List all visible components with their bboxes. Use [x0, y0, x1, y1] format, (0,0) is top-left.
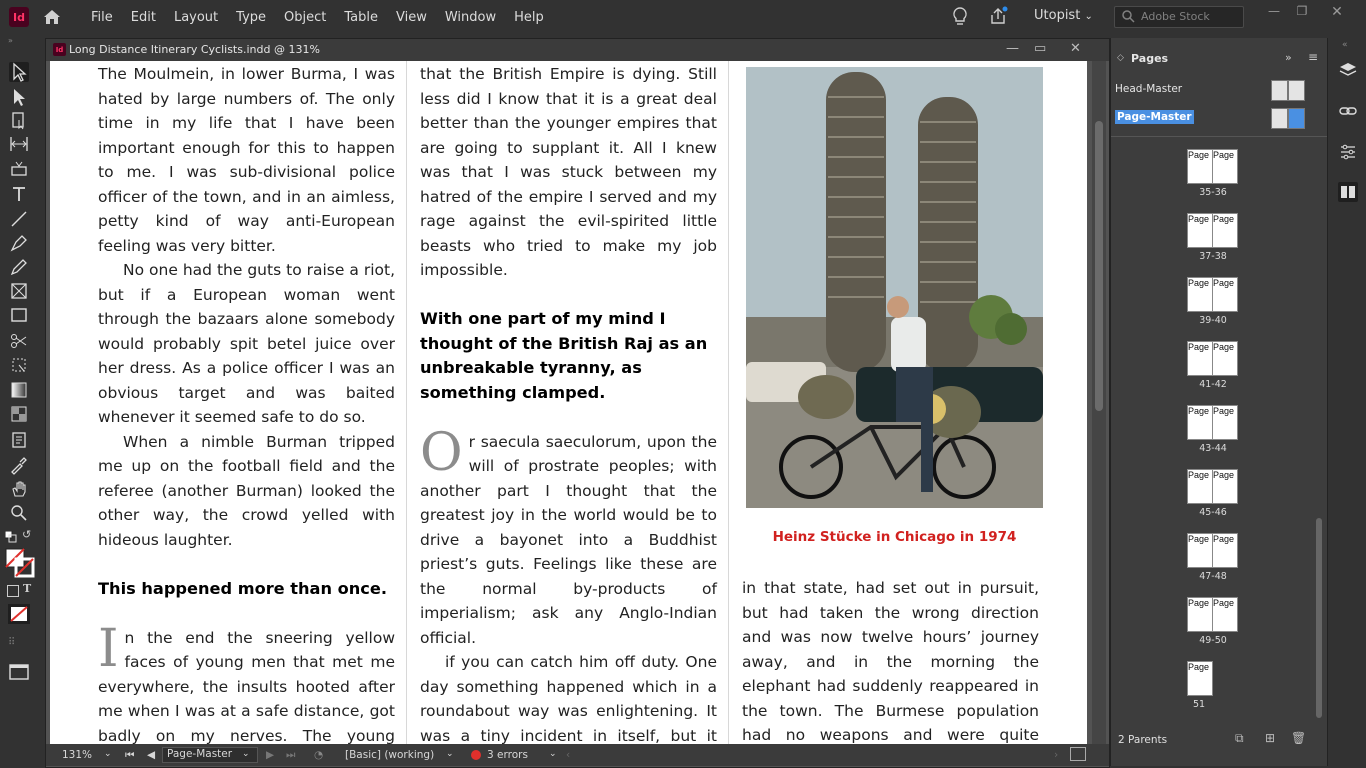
gap-tool-icon[interactable]: [9, 134, 29, 154]
page-thumb-label: Page: [1188, 598, 1210, 608]
workspace-label: Utopist: [1034, 8, 1081, 23]
text-column-1[interactable]: [98, 62, 395, 744]
pages-icon[interactable]: [1338, 182, 1358, 202]
page-thumb[interactable]: [1187, 149, 1213, 184]
page-thumb-label: Page: [1213, 342, 1235, 352]
spread-number: 39-40: [1199, 315, 1227, 326]
restore-app-button[interactable]: ❐: [1296, 4, 1308, 18]
preflight-errors[interactable]: 3 errors: [487, 749, 528, 761]
layers-icon[interactable]: [1338, 60, 1358, 80]
paragraph: if you can catch him off duty. One day something happened which in a roundabout way was enlightening. It was a tiny incident in itself, but it: [420, 653, 717, 744]
panel-icon-strip: [1327, 38, 1366, 766]
scroll-thumb[interactable]: [1095, 121, 1103, 411]
doc-restore-button[interactable]: ▭: [1034, 41, 1047, 56]
home-icon[interactable]: [42, 7, 62, 27]
new-page-icon[interactable]: ⊞: [1265, 731, 1276, 745]
page-count: 2 Parents: [1118, 734, 1168, 746]
hand-tool-icon[interactable]: [9, 479, 29, 499]
spread-number: 45-46: [1199, 507, 1227, 518]
chevron-down-icon[interactable]: ⌄: [446, 749, 454, 759]
status-bar: [46, 744, 1109, 766]
first-page-icon[interactable]: ⏮: [125, 749, 135, 761]
text-column-3[interactable]: [742, 576, 1039, 744]
panel-divider: [1111, 136, 1327, 137]
page-thumb-label: Page: [1188, 342, 1210, 352]
page-thumb[interactable]: [1212, 533, 1238, 568]
swap-fill-stroke-icon[interactable]: ↺: [22, 528, 32, 541]
line-tool-icon[interactable]: [9, 209, 29, 229]
open-page-icon[interactable]: ◔: [314, 749, 324, 761]
collapse-panel-icon[interactable]: »: [1285, 51, 1292, 64]
menu-window[interactable]: Window: [444, 9, 497, 25]
page-tool-icon[interactable]: [9, 110, 29, 130]
page-thumb[interactable]: [1212, 469, 1238, 504]
section-heading: This happened more than once.: [98, 578, 388, 598]
page-thumb-label: Page: [1188, 278, 1210, 288]
rectangle-tool-icon[interactable]: [9, 305, 29, 325]
menu-table[interactable]: Table: [344, 9, 378, 25]
panel-menu-icon[interactable]: ≡: [1308, 50, 1319, 64]
page-thumb-label: Page: [1188, 406, 1210, 416]
chevron-down-icon[interactable]: ⌄: [104, 749, 112, 759]
spread-number: 47-48: [1199, 571, 1227, 582]
collapse-toolbar-icon[interactable]: »: [8, 36, 13, 45]
page-thumb-label: Page: [1188, 534, 1210, 544]
page-thumb-label: Page: [1188, 662, 1210, 672]
next-page-icon[interactable]: ▶: [266, 749, 275, 761]
paragraph-with-drop-cap: [98, 618, 395, 745]
document-tab[interactable]: [46, 39, 1109, 61]
menu-bar: [0, 0, 1366, 34]
tools-panel: [0, 34, 38, 768]
page-thumb-label: Page: [1213, 150, 1235, 160]
doc-minimize-button[interactable]: —: [1006, 41, 1019, 56]
pages-panel-footer: [1111, 729, 1327, 751]
menu-help[interactable]: Help: [514, 9, 544, 25]
properties-icon[interactable]: [1338, 142, 1358, 162]
page-thumb[interactable]: [1187, 341, 1213, 376]
master-head[interactable]: Head-Master: [1115, 83, 1183, 95]
menu-file[interactable]: File: [91, 9, 113, 25]
page-thumb[interactable]: [1187, 533, 1213, 568]
paragraph: When a nimble Burman tripped me up on the football field and the referee (another Burman) looked the other way, the crowd yelled with hideous laughter.: [98, 432, 395, 549]
paragraph: No one had the guts to raise a riot, but if a European woman went through the bazaars alone somebody would probably spit betel juice over her dress. As a police officer I was an obvious target and was baited whenever it seemed safe to do so.: [98, 261, 395, 426]
pages-panel-title[interactable]: Pages: [1131, 52, 1169, 65]
share-icon[interactable]: [988, 6, 1008, 26]
eyedropper-tool-icon[interactable]: [9, 455, 29, 475]
page-thumb[interactable]: [1212, 213, 1238, 248]
document-window: [45, 38, 1110, 768]
preflight-profile[interactable]: [Basic] (working): [345, 749, 435, 761]
page-thumb-label: Page: [1213, 278, 1235, 288]
column-divider: [728, 61, 729, 744]
spread-number: 49-50: [1199, 635, 1227, 646]
scroll-left-icon[interactable]: ‹: [566, 749, 571, 761]
drop-cap: O: [420, 422, 463, 483]
chevron-down-icon[interactable]: ⌄: [549, 749, 557, 759]
scissors-tool-icon[interactable]: [9, 331, 29, 351]
document-page[interactable]: [50, 61, 1087, 744]
gradient-feather-tool-icon[interactable]: [9, 404, 29, 424]
gradient-swatch-tool-icon[interactable]: [9, 380, 29, 400]
expand-panels-icon[interactable]: «: [1342, 40, 1348, 50]
page-thumb[interactable]: [1187, 469, 1213, 504]
formatting-container-icon[interactable]: [7, 585, 19, 597]
section-heading: With one part of my mind I thought of the British Raj as an unbreakable tyranny, as something clamped.: [420, 309, 708, 402]
paragraph: in that state, had set out in pursuit, but had taken the wrong direction and was now twelve hours’ journey away, and in the morning the elephant had suddenly reappeared in the town. The Burmese population had no weapons and were quite: [742, 579, 1039, 744]
rectangle-frame-tool-icon[interactable]: [9, 281, 29, 301]
formatting-text-icon[interactable]: T: [23, 582, 32, 595]
page-thumb[interactable]: [1187, 597, 1213, 632]
page-thumb[interactable]: [1187, 661, 1213, 696]
paragraph: that the British Empire is dying. Still less did I know that it is a great deal better than the younger empires that are going to supplant it. All I knew was that I was stuck between my hatred of the empire I served and my rage against the evil-spirited little beasts who tried to make my job impossible.: [420, 65, 717, 279]
doc-close-button[interactable]: ✕: [1070, 41, 1081, 56]
page-thumb[interactable]: [1212, 149, 1238, 184]
type-tool-icon[interactable]: [9, 184, 29, 204]
default-fill-stroke-icon[interactable]: [5, 528, 17, 540]
screen-mode-icon[interactable]: [8, 662, 30, 682]
split-layout-icon[interactable]: [1070, 747, 1086, 761]
paragraph-text: r saecula saeculorum, upon the will of prostrate peoples; with another part I thought that the greatest joy in the world would be to drive a bayonet into a Buddhist priest’s guts. Feelings like these are the normal by-products of imperialism; ask any Anglo-Indian official.: [420, 432, 717, 647]
pencil-tool-icon[interactable]: [9, 257, 29, 277]
spread-number: 35-36: [1199, 187, 1227, 198]
note-tool-icon[interactable]: [9, 430, 29, 450]
spread-number: 43-44: [1199, 443, 1227, 454]
master-thumb[interactable]: [1288, 108, 1305, 129]
chevron-down-icon[interactable]: ⌄: [242, 749, 250, 759]
page-thumb[interactable]: [1212, 341, 1238, 376]
menu-view[interactable]: View: [395, 9, 427, 25]
paragraph-text: n the end the sneering yellow faces of young men that met me everywhere, the insults hooted after me when I was at a safe distance, got badly on my nerves. The young: [98, 628, 395, 744]
delete-page-icon[interactable]: 🗑: [1291, 731, 1307, 745]
pages-scrollbar[interactable]: [1314, 138, 1324, 728]
paragraph: The Moulmein, in lower Burma, I was hated by large numbers of. The only time in my life that I have been important enough for this to happen to me. I was sub-divisional police officer of the town, and in an aimless, petty kind of way anti-European feeling was very bitter.: [98, 65, 395, 255]
photo-cyclist-chicago[interactable]: [746, 67, 1043, 508]
adobe-stock-search[interactable]: [1114, 6, 1244, 28]
spread-number: 37-38: [1199, 251, 1227, 262]
menu-object[interactable]: Object: [284, 9, 327, 25]
page-thumb-label: Page: [1213, 470, 1235, 480]
pages-panel-header: [1111, 50, 1327, 70]
fill-stroke-swatch-icon[interactable]: [5, 548, 35, 578]
pages-panel: [1110, 38, 1327, 766]
links-icon[interactable]: [1338, 101, 1358, 121]
workspace-switcher[interactable]: [1034, 8, 1093, 23]
chevron-down-icon: ⌄: [1084, 11, 1093, 22]
vertical-scrollbar[interactable]: [1092, 61, 1106, 744]
app-logo: Id: [9, 7, 29, 27]
spread-number: 41-42: [1199, 379, 1227, 390]
view-mode-icon[interactable]: ⠿: [8, 637, 16, 648]
spread-number: 51: [1192, 699, 1206, 710]
page-thumb[interactable]: [1187, 213, 1213, 248]
selection-tool-icon[interactable]: [9, 62, 29, 82]
search-placeholder: Adobe Stock: [1141, 10, 1210, 23]
page-thumb-label: Page: [1213, 214, 1235, 224]
direct-selection-tool-icon[interactable]: [9, 87, 29, 107]
page-thumb-label: Page: [1213, 534, 1235, 544]
main-menu: [82, 0, 553, 34]
last-page-icon[interactable]: ⏭: [286, 749, 296, 761]
page-thumb-label: Page: [1188, 150, 1210, 160]
scroll-right-icon[interactable]: ›: [1054, 749, 1059, 761]
search-icon: [1121, 9, 1135, 26]
scroll-thumb[interactable]: [1316, 518, 1322, 718]
page-thumb-label: Page: [1213, 406, 1235, 416]
column-divider: [406, 61, 407, 744]
menu-type[interactable]: Type: [236, 9, 267, 25]
master-page-label: Page-Master: [1117, 111, 1192, 123]
document-type-icon: Id: [53, 43, 66, 56]
page-thumb[interactable]: [1187, 277, 1213, 312]
minimize-app-button[interactable]: —: [1268, 4, 1280, 18]
previous-page-icon[interactable]: ◀: [147, 749, 156, 761]
document-title: Long Distance Itinerary Cyclists.indd @ 131%: [69, 43, 320, 56]
drop-cap: I: [98, 618, 119, 679]
page-selector-value: Page-Master: [167, 748, 233, 760]
apply-none-icon[interactable]: [8, 604, 30, 624]
zoom-tool-icon[interactable]: [9, 503, 29, 523]
master-page[interactable]: [1115, 111, 1194, 123]
pen-tool-icon[interactable]: [9, 233, 29, 253]
master-thumb[interactable]: [1288, 80, 1305, 101]
master-thumb[interactable]: [1271, 108, 1288, 129]
page-thumb[interactable]: [1187, 405, 1213, 440]
page-thumb-label: Page: [1213, 598, 1235, 608]
photo-caption: Heinz Stücke in Chicago in 1974: [772, 529, 1017, 545]
page-thumb-label: Page: [1188, 214, 1210, 224]
edit-page-size-icon[interactable]: ⧉: [1235, 731, 1244, 745]
error-dot-icon: [471, 750, 481, 760]
page-thumb[interactable]: [1212, 597, 1238, 632]
menu-edit[interactable]: Edit: [130, 9, 156, 25]
page-thumb-label: Page: [1188, 470, 1210, 480]
paragraph-with-drop-cap: [420, 422, 717, 651]
free-transform-tool-icon[interactable]: [9, 355, 29, 375]
menu-layout[interactable]: Layout: [173, 9, 219, 25]
zoom-level[interactable]: 131%: [62, 749, 93, 761]
close-app-button[interactable]: ✕: [1331, 4, 1343, 20]
page-thumb[interactable]: [1212, 405, 1238, 440]
page-thumb[interactable]: [1212, 277, 1238, 312]
content-collector-icon[interactable]: [9, 158, 29, 178]
text-column-2[interactable]: [420, 62, 717, 744]
panel-tab-arrows-icon[interactable]: ◇: [1117, 53, 1124, 63]
lightbulb-icon[interactable]: [950, 6, 970, 28]
master-thumb[interactable]: [1271, 80, 1288, 101]
